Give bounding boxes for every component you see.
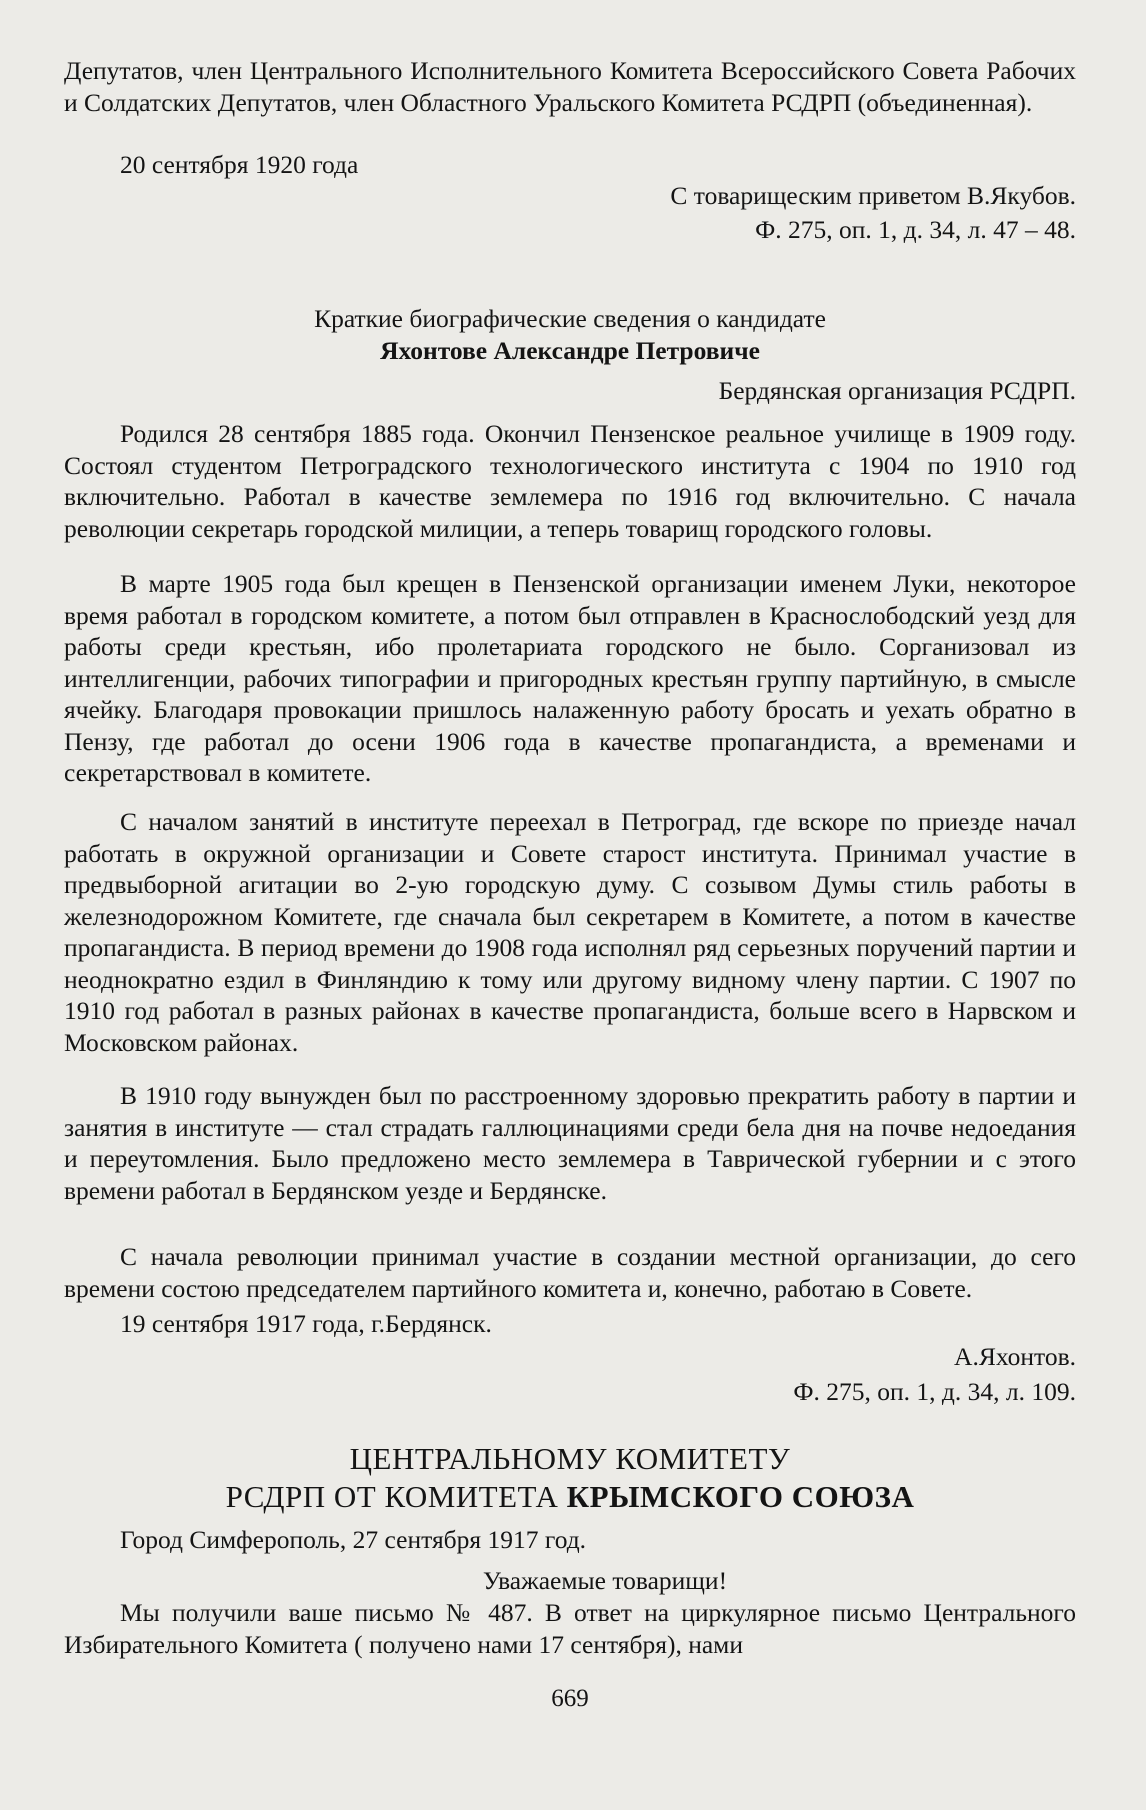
bio-heading-line2: Яхонтове Александре Петровиче [380, 335, 760, 365]
bio-date-block [64, 1308, 1076, 1340]
bio-signature-block [64, 1341, 1076, 1373]
bio-paragraph-4 [64, 1080, 1076, 1206]
bio-paragraph-3 [64, 806, 1076, 1058]
page-number: 669 [551, 1685, 589, 1712]
letter-place-date: Город Симферополь, 27 сентября 1917 год. [120, 1525, 587, 1554]
letter-title-line2 [64, 1478, 1076, 1516]
bio-text: Родился 28 сентября 1885 года. Окончил Пензенское реальное училище в 1909 году. Состоял студентом Петроградского технологического института с 1904 по 1910 год включительно. Работал в качестве землемера по 1916 год включительно. С начала революции секретарь городской милиции, а теперь товарищ городского головы. [64, 419, 1076, 543]
bio-date: 19 сентября 1917 года, г.Бердянск. [120, 1309, 492, 1338]
fragment-text: Депутатов, член Центрального Исполнительного Комитета Всероссийского Совета Рабочих и Солдатских Депутатов, член Областного Уральского Комитета РСДРП (объединенная). [64, 56, 1076, 117]
letter-place-date-block [64, 1524, 1076, 1556]
letter-greeting-block [64, 1565, 1076, 1597]
bio-text: В 1910 году вынужден был по расстроенному здоровью прекратить работу в партии и занятия в институте — стал страдать галлюцинациями среди бела дня на почве недоедания и переутомления. Было предложено место землемера в Таврической губернии и с этого времени работал в Бердянском уезде и Бердянске. [64, 1081, 1076, 1205]
bio-paragraph-1 [64, 418, 1076, 544]
page-number-block [64, 1683, 1076, 1715]
fragment-archive-ref: Ф. 275, оп. 1, д. 34, л. 47 – 48. [755, 215, 1076, 244]
fragment-date-block [64, 149, 1076, 181]
bio-ref-block [64, 1376, 1076, 1408]
top-fragment [64, 55, 1076, 118]
fragment-signature-block [64, 180, 1076, 212]
bio-text: В марте 1905 года был крещен в Пензенской организации именем Луки, некоторое время работал в городском комитете, а потом был отправлен в Краснослободский уезд для работы среди крестьян, ибо пролетариата городского не было. Сорганизовал из интеллигенции, рабочих типографии и пригородных крестьян группу партийную, в смысле ячейку. Благодаря провокации пришлось налаженную работу бросать и уехать обратно в Пензу, где работал до осени 1906 года в качестве пропагандиста, а временами и секретарствовал в комитете. [64, 569, 1076, 787]
letter-body-block [64, 1597, 1076, 1660]
fragment-signature: С товарищеским приветом В.Якубов. [670, 181, 1076, 210]
bio-archive-ref: Ф. 275, оп. 1, д. 34, л. 109. [793, 1377, 1076, 1406]
bio-organization: Бердянская организация РСДРП. [718, 376, 1076, 405]
bio-paragraph-2 [64, 568, 1076, 789]
letter-title [64, 1440, 1076, 1516]
letter-greeting: Уважаемые товарищи! [482, 1566, 728, 1595]
fragment-ref-block [64, 214, 1076, 246]
bio-org-block [64, 375, 1076, 407]
bio-text: С начала революции принимал участие в создании местной организации, до сего времени состою председателем партийного комитета и, конечно, работаю в Совете. [64, 1242, 1076, 1303]
bio-heading-line1: Краткие биографические сведения о кандидате [314, 304, 826, 333]
letter-title-line1: ЦЕНТРАЛЬНОМУ КОМИТЕТУ [349, 1441, 791, 1476]
bio-text: С началом занятий в институте переехал в Петроград, где вскоре по приезде начал работать в окружной организации и Совете старост института. Принимал участие в предвыборной агитации во 2-ую городскую думу. С созывом Думы стиль работы в железнодорожном Комитете, где сначала был секретарем в Комитете, а потом в качестве пропагандиста. В период времени до 1908 года исполнял ряд серьезных поручений партии и неоднократно ездил в Финляндию к тому или другому видному члену партии. С 1907 по 1910 год работал в разных районах в качестве пропагандиста, больше всего в Нарвском и Московском районах. [64, 807, 1076, 1057]
bio-paragraph-5 [64, 1241, 1076, 1304]
fragment-date: 20 сентября 1920 года [120, 150, 359, 179]
letter-title-part-b: КРЫМСКОГО СОЮЗА [566, 1479, 915, 1514]
letter-text: Мы получили ваше письмо № 487. В ответ на циркулярное письмо Центрального Избирательного Комитета ( получено нами 17 сентября), нами [64, 1598, 1076, 1659]
bio-heading [64, 303, 1076, 366]
letter-title-part-a: РСДРП ОТ КОМИТЕТА [225, 1479, 567, 1514]
bio-signature: А.Яхонтов. [954, 1342, 1076, 1371]
